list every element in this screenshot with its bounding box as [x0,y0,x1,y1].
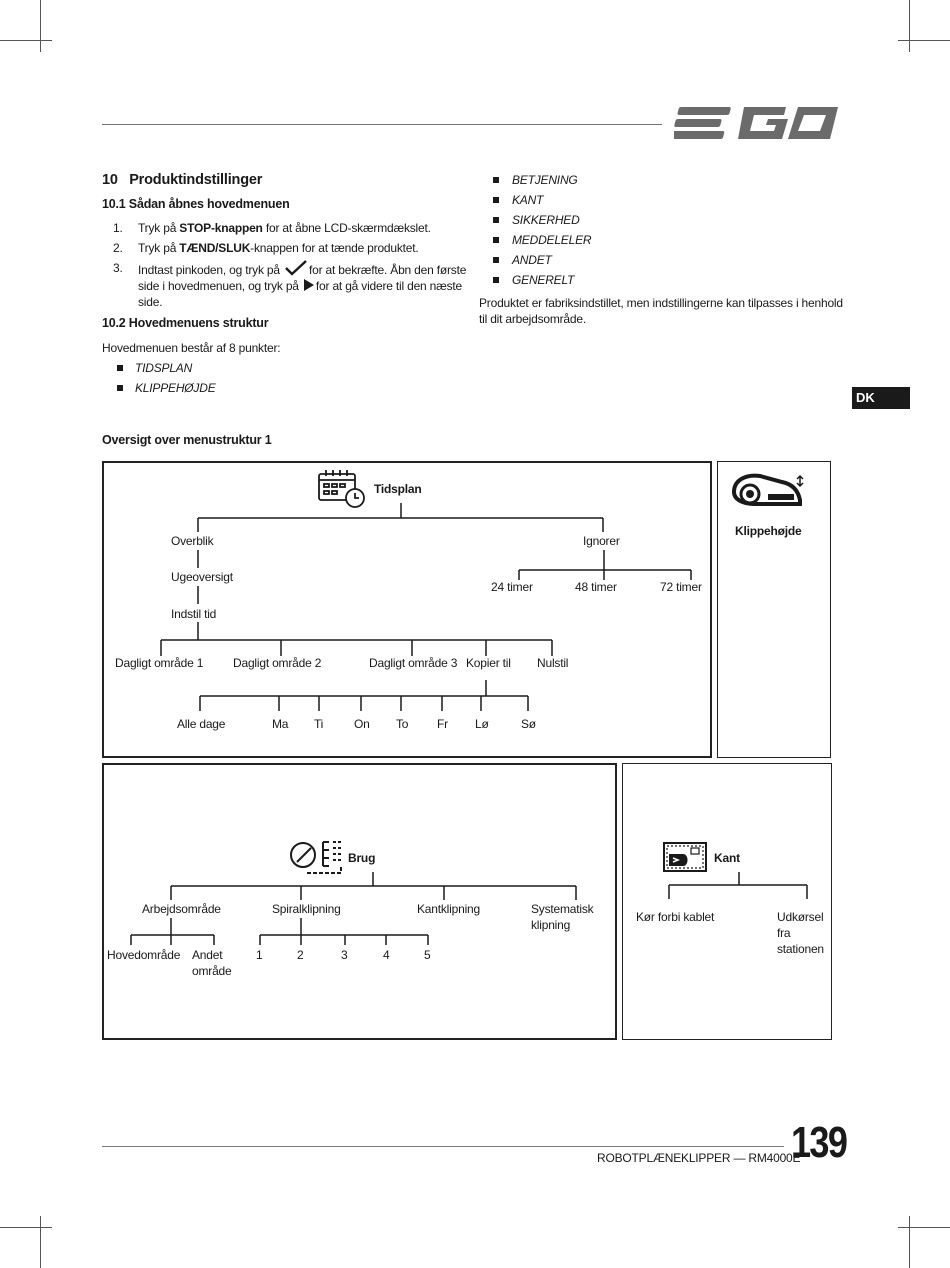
copy-to-label: Kopier til [466,656,511,670]
menu-item-meddeleler: MEDDELELER [512,233,592,247]
week-overview-label: Ugeoversigt [171,570,233,584]
spiral-level-4: 4 [383,948,390,962]
set-time-label: Indstil tid [171,607,217,621]
step-text: for at gå videre til den næste [315,279,463,293]
page-number: 139 [791,1118,847,1167]
other-area-label-1: Andet [192,948,223,962]
systematic-cutting-label-2: klipning [531,918,571,932]
calendar-clock-icon [317,468,367,510]
spiral-level-5: 5 [424,948,431,962]
step-number: 2. [113,241,123,255]
mower-height-icon [730,470,810,512]
menu-item-sikkerhed: SIKKERHED [512,213,580,227]
footer-document-title: ROBOTPLÆNEKLIPPER — RM4000E [597,1151,801,1165]
stop-button-name: STOP-knappen [179,221,263,235]
step-text: for at åbne LCD-skærmdækslet. [262,221,431,235]
footer-rule [102,1146,784,1147]
subsection-title-structure: 10.2 Hovedmenuens struktur [102,316,269,330]
schedule-title: Tidsplan [374,482,422,496]
step-number: 1. [113,221,123,235]
step-text: Tryk på [138,221,180,235]
pass-wire-label: Kør forbi kablet [636,910,715,924]
daily-zone-2-label: Dagligt område 2 [233,656,322,670]
spiral-level-1: 1 [256,948,263,962]
reset-label: Nulstil [537,656,569,670]
edge-cutting-icon [663,842,707,872]
cutting-height-title: Klippehøjde [735,524,802,538]
section-title: 10 Produktindstillinger [102,172,263,188]
daily-zone-1-label: Dagligt område 1 [115,656,204,670]
power-button-name: TÆND/SLUK [179,241,251,255]
daily-zone-3-label: Dagligt område 3 [369,656,458,670]
menu-item-klippehojde: KLIPPEHØJDE [135,381,216,395]
spiral-level-2: 2 [297,948,304,962]
day-sun-label: Sø [521,717,536,731]
language-tab: DK [852,387,910,409]
factory-note-line2: til dit arbejdsområde. [479,312,586,326]
edge-title: Kant [714,851,740,865]
day-fri-label: Fr [437,717,448,731]
hours-72-label: 72 timer [660,580,702,594]
menu-item-generelt: GENERELT [512,273,575,287]
subsection-title-open-menu: 10.1 Sådan åbnes hovedmenuen [102,197,290,211]
other-area-label-2: område [192,964,232,978]
all-days-label: Alle dage [177,717,226,731]
day-mon-label: Ma [272,717,289,731]
hours-24-label: 24 timer [491,580,533,594]
factory-note-line1: Produktet er fabriksindstillet, men indstillingerne kan tilpasses i henhold [479,296,843,310]
usage-settings-icon [289,840,345,876]
spiral-level-3: 3 [341,948,348,962]
systematic-cutting-label-1: Systematisk [531,902,594,916]
step-number: 3. [113,261,123,275]
work-area-label: Arbejdsområde [142,902,221,916]
exit-station-label-2: fra [777,926,791,940]
step-text: -knappen for at tænde produktet. [250,241,419,255]
step-text: side i hovedmenuen, og tryk på [138,279,299,293]
main-area-label: Hovedområde [107,948,181,962]
usage-title: Brug [348,851,376,865]
day-tue-label: Ti [314,717,324,731]
overview-title: Oversigt over menustruktur 1 [102,433,272,447]
ignore-label: Ignorer [583,534,620,548]
step-text: Tryk på [138,241,180,255]
step-text: Indtast pinkoden, og tryk på [138,263,280,277]
day-sat-label: Lø [475,717,489,731]
overview-label: Overblik [171,534,214,548]
day-wed-label: On [354,717,370,731]
exit-station-label-3: stationen [777,942,824,956]
step-text: for at bekræfte. Åbn den første [308,263,467,277]
hours-48-label: 48 timer [575,580,617,594]
day-thu-label: To [396,717,409,731]
menu-item-andet: ANDET [512,253,552,267]
menu-item-tidsplan: TIDSPLAN [135,361,193,375]
step-text: side. [138,295,163,309]
menu-item-betjening: BETJENING [512,173,578,187]
edge-cutting-label: Kantklipning [417,902,480,916]
menu-item-kant: KANT [512,193,544,207]
structure-intro: Hovedmenuen består af 8 punkter: [102,341,281,355]
exit-station-label-1: Udkørsel [777,910,824,924]
spiral-cutting-label: Spiralklipning [272,902,341,916]
